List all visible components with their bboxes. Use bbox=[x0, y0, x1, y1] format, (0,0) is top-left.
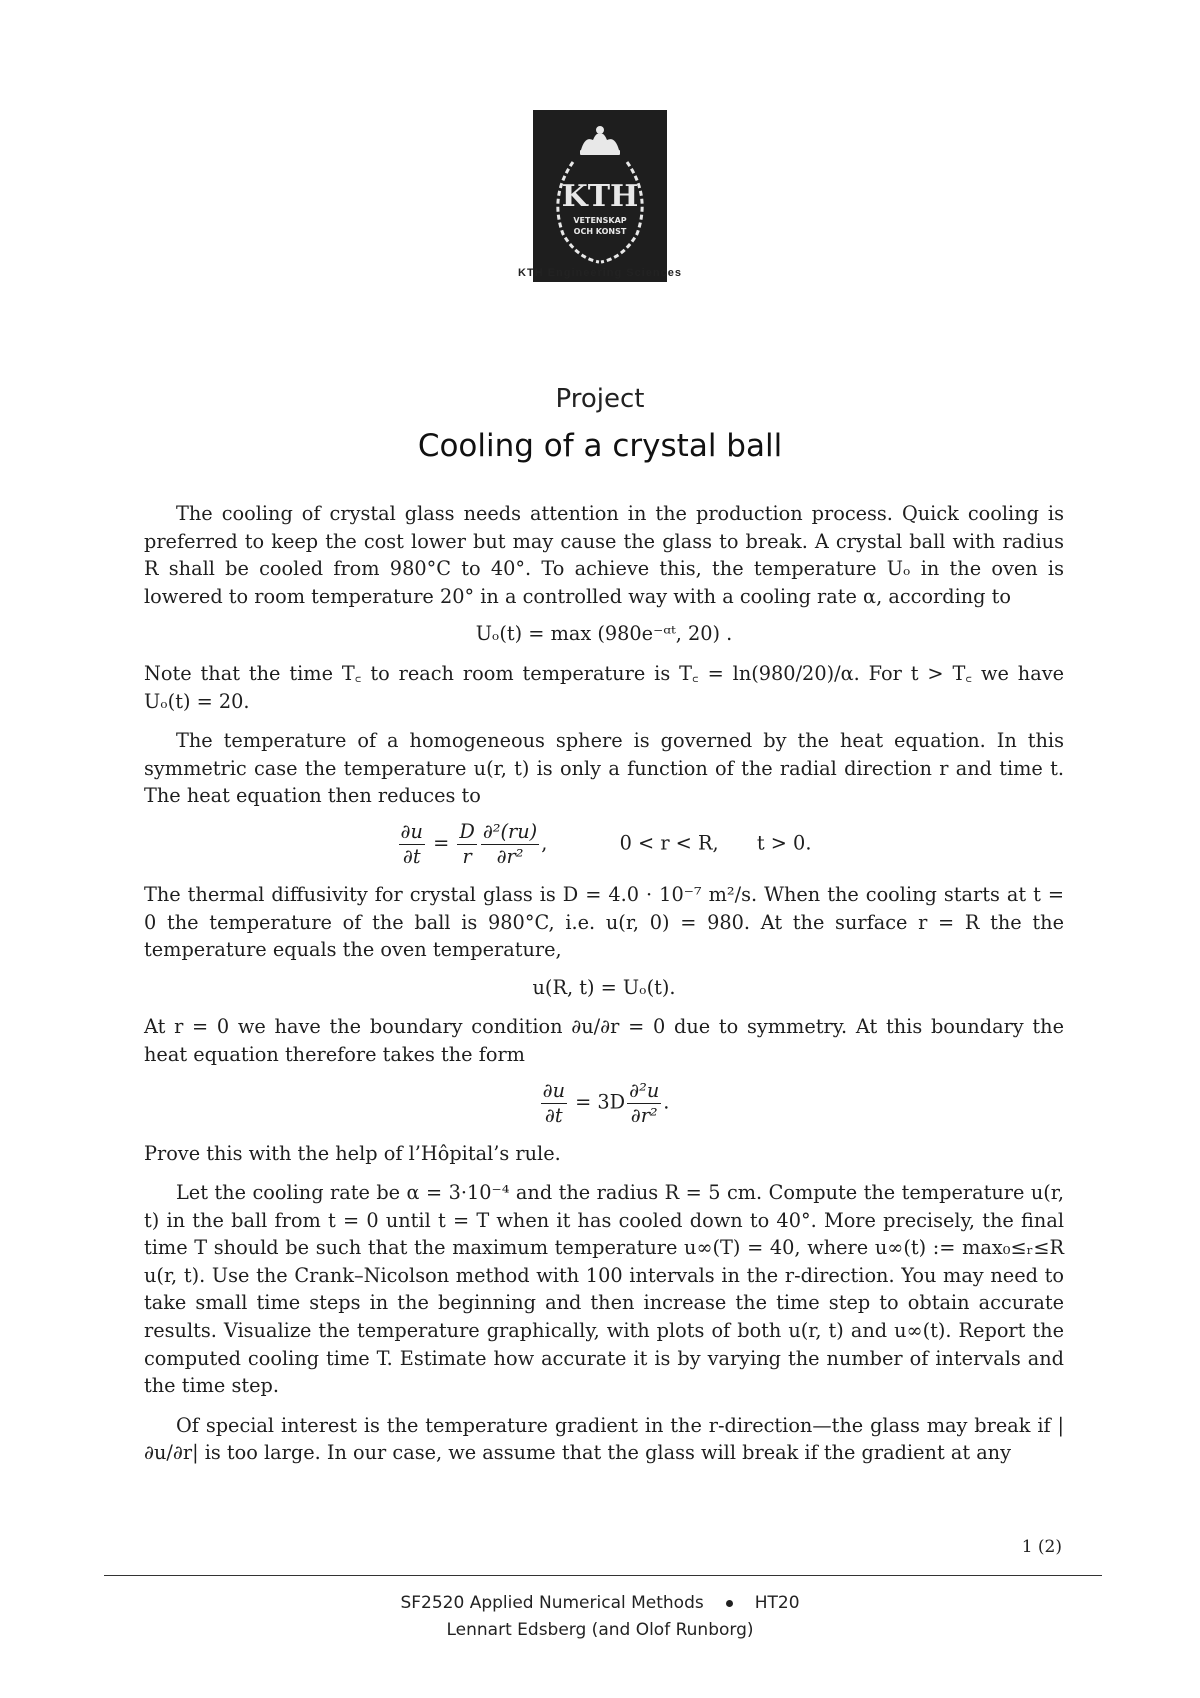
paragraph-gradient: Of special interest is the temperature gradient in the r-direction—the glass may break if |∂u/∂r| is too large. In our case, we assume that the glass will break if the gradient at any bbox=[144, 1413, 1064, 1465]
paragraph-heat-equation: The temperature of a homogeneous sphere is governed by the heat equation. In this symmetric case the temperature u(r, t) is only a function of the radial direction r and time t. The heat equation then reduces to bbox=[144, 729, 1064, 808]
equation-radial-heat: $\frac{\partial u}{\partial t}$ = $\frac{D}{r}$ $\frac{\text{∂²(ru)}}{\text{∂r²}}$ , 0 < r < R, t > 0. bbox=[400, 819, 812, 868]
paragraph-intro: The cooling of crystal glass needs attention in the production process. Quick cooling is preferred to keep the cost lower but may cause the glass to break. A crystal ball with radius R shall be cooled from 980°C to 40°. To achieve this, the temperature Uₒ in the oven is lowered to room temperature 20° in a controlled way with a cooling rate α, according to bbox=[144, 502, 1064, 608]
footer-term: HT20 bbox=[754, 1593, 800, 1613]
footer-course: SF2520 Applied Numerical Methods bbox=[400, 1593, 704, 1613]
paragraph-task: Let the cooling rate be α = 3·10⁻⁴ and the radius R = 5 cm. Compute the temperature u(r, t) in the ball from t = 0 until t = T when it has cooled down to 40°. More precisely, the final time T should be such that the maximum temperature u∞(T) = 40, where u∞(t) := max₀≤ᵣ≤R u(r, t). Use the Crank–Nicolson method with 100 intervals in the r-direction. You may need to take small time steps in the beginning and then increase the time step to obtain accurate results. Visualize the temperature graphically, with plots of both u(r, t) and u∞(t). Report the computed cooling time T. Estimate how accurate it is by varying the number of intervals and the time step. bbox=[144, 1181, 1064, 1398]
svg-text:OCH KONST: OCH KONST bbox=[573, 227, 627, 236]
paragraph-boundary-center: At r = 0 we have the boundary condition ∂u/∂r = 0 due to symmetry. At this boundary the heat equation therefore takes the form bbox=[144, 1015, 1064, 1066]
paragraph-diffusivity: The thermal diffusivity for crystal glass is D = 4.0 · 10⁻⁷ m²/s. When the cooling starts at t = 0 the temperature of the ball is 980°C, i.e. u(r, 0) = 980. At the surface r = R the the temperature equals the oven temperature, bbox=[144, 882, 1064, 962]
equation-oven-temperature: Uₒ(t) = max (980e⁻ᵅᵗ, 20) . bbox=[475, 622, 733, 646]
logo-text: KTH bbox=[561, 179, 639, 214]
document-body bbox=[144, 500, 1064, 1467]
document-title: Cooling of a crystal ball bbox=[417, 428, 783, 464]
logo-caption: KTH Engineering Sciences bbox=[518, 267, 682, 279]
equation-boundary-surface: u(R, t) = Uₒ(t). bbox=[532, 975, 676, 999]
equation-center-form: $\frac{\partial u}{\partial t}$ = 3D $\frac{\text{∂²u}}{\text{∂r²}}$ . bbox=[542, 1078, 670, 1127]
paragraph-room-temperature-time: Note that the time T꜀ to reach room temperature is T꜀ = ln(980/20)/α. For t > T꜀ we have Uₒ(t) = 20. bbox=[144, 661, 1064, 713]
kth-logo bbox=[533, 110, 667, 282]
paragraph-lhopital: Prove this with the help of l’Hôpital’s rule. bbox=[144, 1141, 561, 1165]
svg-text:VETENSKAP: VETENSKAP bbox=[573, 216, 627, 225]
page-number: 1 (2) bbox=[1021, 1537, 1062, 1557]
document-kicker: Project bbox=[555, 384, 645, 414]
bullet-separator bbox=[726, 1600, 733, 1607]
footer-divider bbox=[104, 1575, 1102, 1576]
footer-course-line bbox=[0, 1593, 1200, 1613]
footer-authors: Lennart Edsberg (and Olof Runborg) bbox=[446, 1620, 754, 1640]
